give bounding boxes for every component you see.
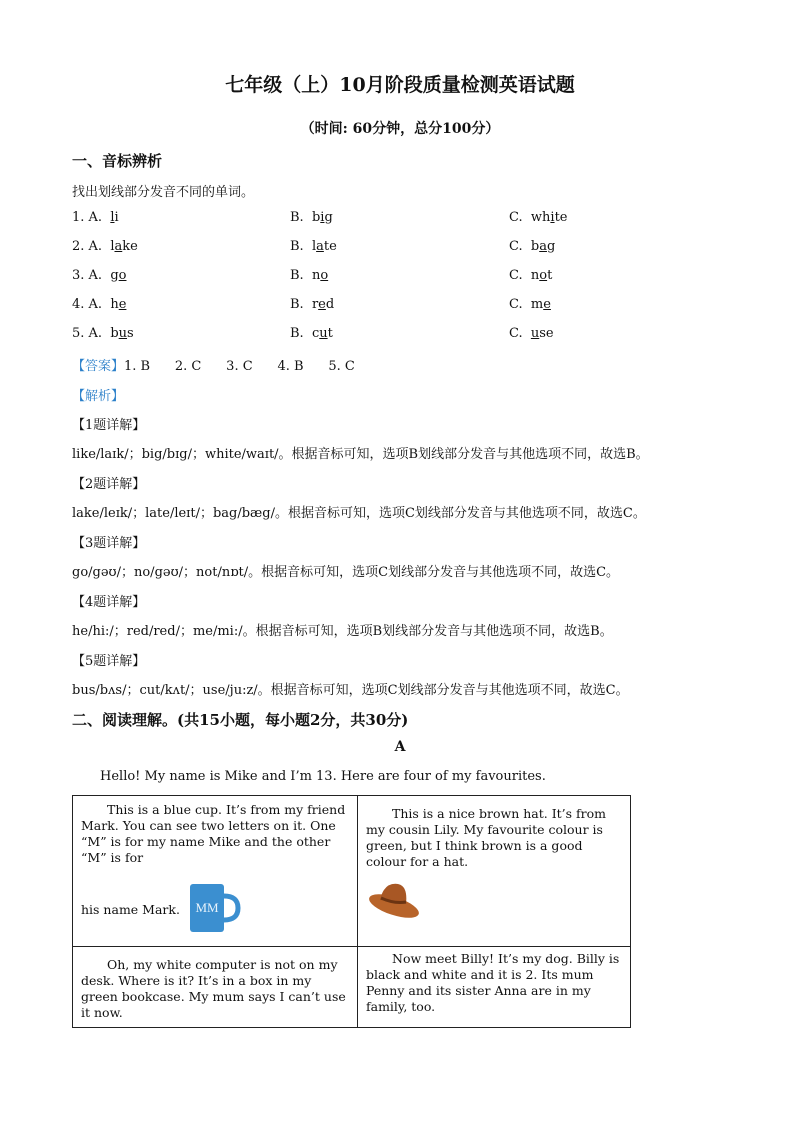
- question-2-option-a: 2. A. lake: [72, 239, 138, 254]
- section1-instruction: 找出划线部分发音不同的单词。: [72, 185, 255, 200]
- page-subtitle: （时间: 60分钟，总分100分）: [300, 121, 500, 137]
- question-1-option-a: 1. A. li: [72, 210, 119, 225]
- cup-text-tail: his name Mark.: [81, 902, 180, 917]
- hat-icon: [366, 876, 622, 924]
- hat-text: This is a nice brown hat. It’s from my cousin Lily. My favourite colour is green, but I think brown is a good colour for a hat.: [366, 806, 607, 869]
- question-5-option-a: 5. A. bus: [72, 326, 134, 341]
- part-label: A: [394, 739, 406, 755]
- detail-label-3: 【3题详解】: [72, 536, 146, 551]
- dog-text: Now meet Billy! It’s my dog. Billy is black and white and it is 2. Its mum Penny and its sister Anna are in my family, too.: [366, 951, 620, 1014]
- answer-label: 【答案】: [72, 359, 125, 374]
- cell-dog-billy: [358, 947, 631, 1028]
- computer-text: Oh, my white computer is not on my desk. Where is it? It’s in a box in my green bookcase. My mum says I can’t use it now.: [81, 957, 346, 1020]
- answer-line: [72, 355, 355, 374]
- question-5-option-b: B. cut: [290, 326, 333, 341]
- reading-intro: Hello! My name is Mike and I’m 13. Here are four of my favourites.: [100, 769, 546, 784]
- detail-label-2: 【2题详解】: [72, 477, 146, 492]
- detail-text-1: like/laɪk/；big/bɪg/；white/waɪt/。根据音标可知，选项B划线部分发音与其他选项不同，故选B。: [72, 447, 649, 462]
- detail-text-5: bus/bʌs/；cut/kʌt/；use/ju:z/。根据音标可知，选项C划线部分发音与其他选项不同，故选C。: [72, 683, 629, 698]
- mug-icon: [186, 880, 242, 940]
- detail-text-3: go/gəʊ/；no/gəʊ/；not/nɒt/。根据音标可知，选项C划线部分发音与其他选项不同，故选C。: [72, 565, 620, 580]
- detail-text-2: lake/leɪk/；late/leɪt/；bag/bæg/。根据音标可知，选项C划线部分发音与其他选项不同，故选C。: [72, 506, 646, 521]
- question-3-option-b: B. no: [290, 268, 329, 283]
- section1-heading: 一、音标辨析: [72, 152, 163, 170]
- question-1-option-c: C. white: [509, 210, 568, 225]
- question-3-option-c: C. not: [509, 268, 553, 283]
- cup-text: This is a blue cup. It’s from my friend Mark. You can see two letters on it. One “M” is for my name Mike and the other “M” is for: [81, 802, 346, 865]
- cell-white-computer: [73, 947, 358, 1028]
- question-1-option-b: B. big: [290, 210, 333, 225]
- question-5-option-c: C. use: [509, 326, 554, 341]
- favourites-table: [72, 795, 631, 1028]
- analysis-label: 【解析】: [72, 389, 125, 404]
- question-2-option-c: C. bag: [509, 239, 556, 254]
- detail-label-4: 【4题详解】: [72, 595, 146, 610]
- cell-blue-cup: [73, 796, 358, 947]
- mug-letters: MM: [195, 900, 219, 915]
- detail-text-4: he/hi:/；red/red/；me/mi:/。根据音标可知，选项B划线部分发音与其他选项不同，故选B。: [72, 624, 613, 639]
- question-3-option-a: 3. A. go: [72, 268, 127, 283]
- detail-label-5: 【5题详解】: [72, 654, 146, 669]
- question-4-option-b: B. red: [290, 297, 335, 312]
- cell-brown-hat: [358, 796, 631, 947]
- question-4-option-c: C. me: [509, 297, 551, 312]
- question-2-option-b: B. late: [290, 239, 337, 254]
- page-title: 七年级（上）10月阶段质量检测英语试题: [225, 74, 575, 96]
- cup-tail-row: [81, 880, 349, 940]
- answer-values: 1. B 2. C 3. C 4. B 5. C: [124, 359, 355, 374]
- detail-label-1: 【1题详解】: [72, 418, 146, 433]
- question-4-option-a: 4. A. he: [72, 297, 127, 312]
- section2-heading: 二、阅读理解。(共15小题，每小题2分，共30分): [72, 711, 409, 729]
